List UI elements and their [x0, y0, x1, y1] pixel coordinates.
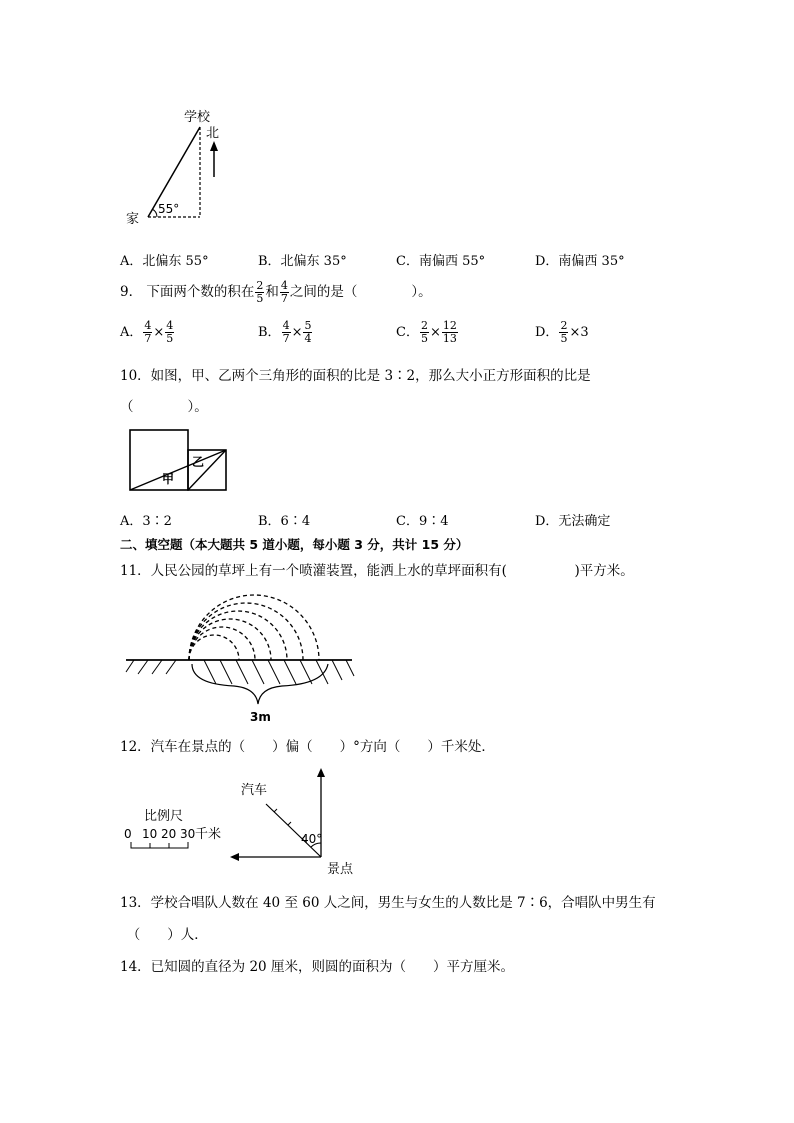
q8-direction-figure: [118, 105, 238, 230]
scale-tick-30: 30: [180, 827, 196, 841]
scale-tick-10: 10: [142, 827, 158, 841]
fraction: $\frac{2}{5}$: [256, 279, 264, 305]
q9-option-d[interactable]: D． $\frac{2}{5}$ ×3: [535, 319, 589, 345]
yi-label: 乙: [192, 455, 205, 469]
q11-sprinkler-figure: [124, 580, 369, 725]
q8-option-b[interactable]: B．北偏东 35°: [258, 254, 347, 269]
spot-label: 景点: [327, 862, 354, 877]
q13-question-line1: 13．学校合唱队人数在 40 至 60 人之间，男生与女生的人数比是 7∶6，合唱队中男生有: [120, 895, 656, 911]
home-label: 家: [126, 212, 140, 227]
q12-question: 12．汽车在景点的（ ）偏（ ）°方向（ ）千米处．: [120, 739, 495, 755]
q10-question-line1: 10．如图，甲、乙两个三角形的面积的比是 3∶2，那么大小正方形面积的比是: [120, 368, 591, 384]
jia-label: 甲: [162, 472, 175, 486]
q13-question-line2: （ ）人．: [133, 927, 208, 943]
car-label: 汽车: [241, 783, 268, 798]
fraction: $\frac{4}{7}$: [280, 279, 288, 305]
angle-label: 55°: [158, 202, 180, 216]
q10-option-c[interactable]: C．9∶4: [396, 514, 449, 529]
angle-label: 40°: [301, 832, 323, 846]
scale-tick-20: 20: [161, 827, 177, 841]
q10-question-line2: （ ）。: [120, 399, 208, 415]
q9-option-a[interactable]: A． $\frac{4}{7}$ × $\frac{4}{5}$: [120, 319, 174, 345]
scale-tick-0: 0: [124, 827, 132, 841]
scale-unit: 千米: [195, 827, 222, 842]
q10-squares-figure: [128, 428, 230, 494]
q10-option-b[interactable]: B．6∶4: [258, 514, 311, 529]
scale-title: 比例尺: [144, 809, 184, 824]
q8-option-c[interactable]: C．南偏西 55°: [396, 254, 486, 269]
q14-question: 14．已知圆的直径为 20 厘米，则圆的面积为（ ）平方厘米。: [120, 959, 514, 975]
q9-question: 9． 下面两个数的积在 $\frac{2}{5}$ 和 $\frac{4}{7}$ 之间的是（ ）。: [120, 279, 432, 305]
q8-option-a[interactable]: A．北偏东 55°: [120, 254, 209, 269]
section-heading: 二、填空题（本大题共 5 道小题，每小题 3 分，共计 15 分）: [120, 537, 469, 552]
q11-dimension-label: 3m: [250, 710, 271, 724]
q8-option-d[interactable]: D．南偏西 35°: [535, 254, 625, 269]
school-label: 学校: [184, 110, 211, 125]
q12-map-figure: [118, 762, 378, 882]
q10-option-d[interactable]: D．无法确定: [535, 514, 611, 529]
q10-option-a[interactable]: A．3∶2: [120, 514, 172, 529]
north-label: 北: [206, 126, 220, 141]
q11-question: 11．人民公园的草坪上有一个喷灌装置，能洒上水的草坪面积有( )平方米。: [120, 563, 634, 579]
q9-option-c[interactable]: C． $\frac{2}{5}$ × $\frac{12}{13}$: [396, 319, 457, 345]
q9-option-b[interactable]: B． $\frac{4}{7}$ × $\frac{5}{4}$: [258, 319, 312, 345]
